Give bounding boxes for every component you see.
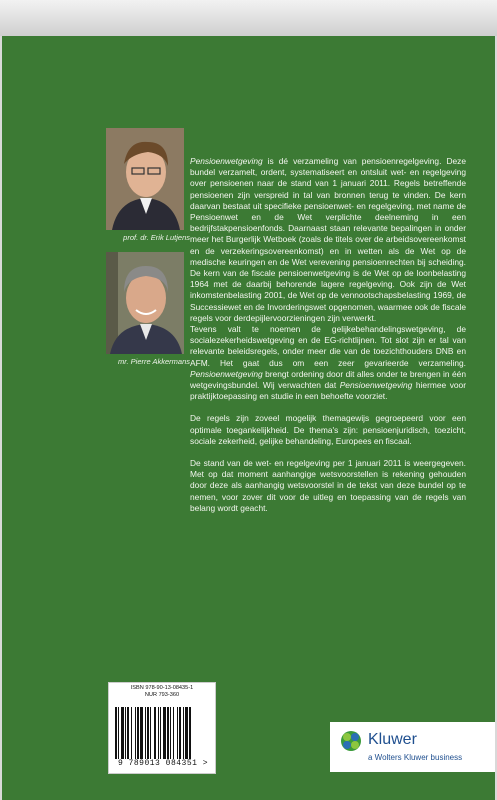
isbn-barcode xyxy=(108,682,216,774)
blurb-paragraph-2-text-c: hiermee voor praktijktoepassing en studie in een behoefte voorziet. xyxy=(190,380,467,402)
author-photo-lutjens xyxy=(106,128,184,230)
cover-top-edge xyxy=(0,0,497,36)
author-caption-lutjens: prof. dr. Erik Lutjens xyxy=(123,233,190,242)
book-title-italic: Pensioenwetgeving xyxy=(190,156,263,166)
nur-code: NUR 793-360 xyxy=(144,692,180,698)
blurb-paragraph-1 xyxy=(190,156,466,324)
blurb-paragraph-2 xyxy=(190,324,466,402)
publisher-tagline: a Wolters Kluwer business xyxy=(368,753,463,762)
book-title-italic: Pensioenwetgeving xyxy=(190,368,263,379)
blurb-paragraph-1-text: is dé verzameling van pensioenregelgeving. Deze bundel verzamelt, ordent, systematiseert en ontsluit wet- en regelgeving over pensioenen naar de stand van 1 januari 2011. Regels betreffende pensioenen zijn verspreid in tal van bronnen terug te vinden. De kern daarvan bestaat uit specifieke pensioenwet- en regelgeving, met name de Pensioenwet en de Wet verplichte deelneming in een bedrijfstakpensioenfonds. Daarnaast staan relevante bepalingen in onder meer het Burgerlijk Wetboek (zoals de titels over de arbeidsovereenkomst en de verzekeringsovereenkomst) en in wetten als de Wet op de medische keuringen en de Wet verevening pensioenrechten bij scheiding. De kern van de fiscale pensioenwetgeving is de Wet op de loonbelasting 1964 met de daarbij behorende lagere regelgeving. Ook zijn de Wet inkomstenbelasting 2001, de Wet op de vennootschapsbelasting 1969, de Successiewet en de Invorderingswet opgenomen, waarmee ook de fiscale regels voor derdepijlervoorzieningen zijn verwerkt. xyxy=(190,156,466,323)
book-title-italic: Pensioenwetgeving xyxy=(339,380,413,391)
publisher-logo-box xyxy=(330,722,495,772)
blurb-text xyxy=(190,156,466,525)
author-photo-akkermans xyxy=(106,252,184,354)
kluwer-globe-icon xyxy=(340,730,362,752)
author-caption-akkermans: mr. Pierre Akkermans xyxy=(118,357,190,366)
publisher-name: Kluwer xyxy=(368,731,417,748)
blurb-paragraph-2-text-b: brengt ordening door dit alles onder te brengen in één wetgevingsbundel. Wij verwachten dat xyxy=(190,368,466,391)
blurb-paragraph-2-text-a: Tevens valt te noemen de gelijkebehandelingswetgeving, de socialezekerheidswetgeving en de EG-richtlijnen. Tot slot zijn er tal van relevante beleidsregels, onder meer die van de toezichthouders DNB en AFM. Het gaat dus om een zeer gevarieerde verzameling. xyxy=(190,324,466,368)
barcode-bars xyxy=(115,707,209,759)
blurb-paragraph-4: De stand van de wet- en regelgeving per 1 januari 2011 is weergegeven. Met op dat moment aanhangige wetsvoorstellen is rekening gehouden door deze als aanhangig wetsvoorstel in de tekst van deze bundel op te nemen, voor zover dit voor de uitleg en toepassing van de regels van belang wordt geacht. xyxy=(190,458,466,513)
blurb-paragraph-3: De regels zijn zoveel mogelijk themagewijs gegroepeerd voor een optimale toegankelijkheid. De thema's zijn: pensioenjuridisch, toezicht, sociale zekerheid, gelijke behandeling, Europees en fiscaal. xyxy=(190,413,466,446)
isbn-number: ISBN 978-90-13-08435-1 xyxy=(130,685,194,691)
barcode-digits: 9 789013 084351 > xyxy=(117,759,209,768)
